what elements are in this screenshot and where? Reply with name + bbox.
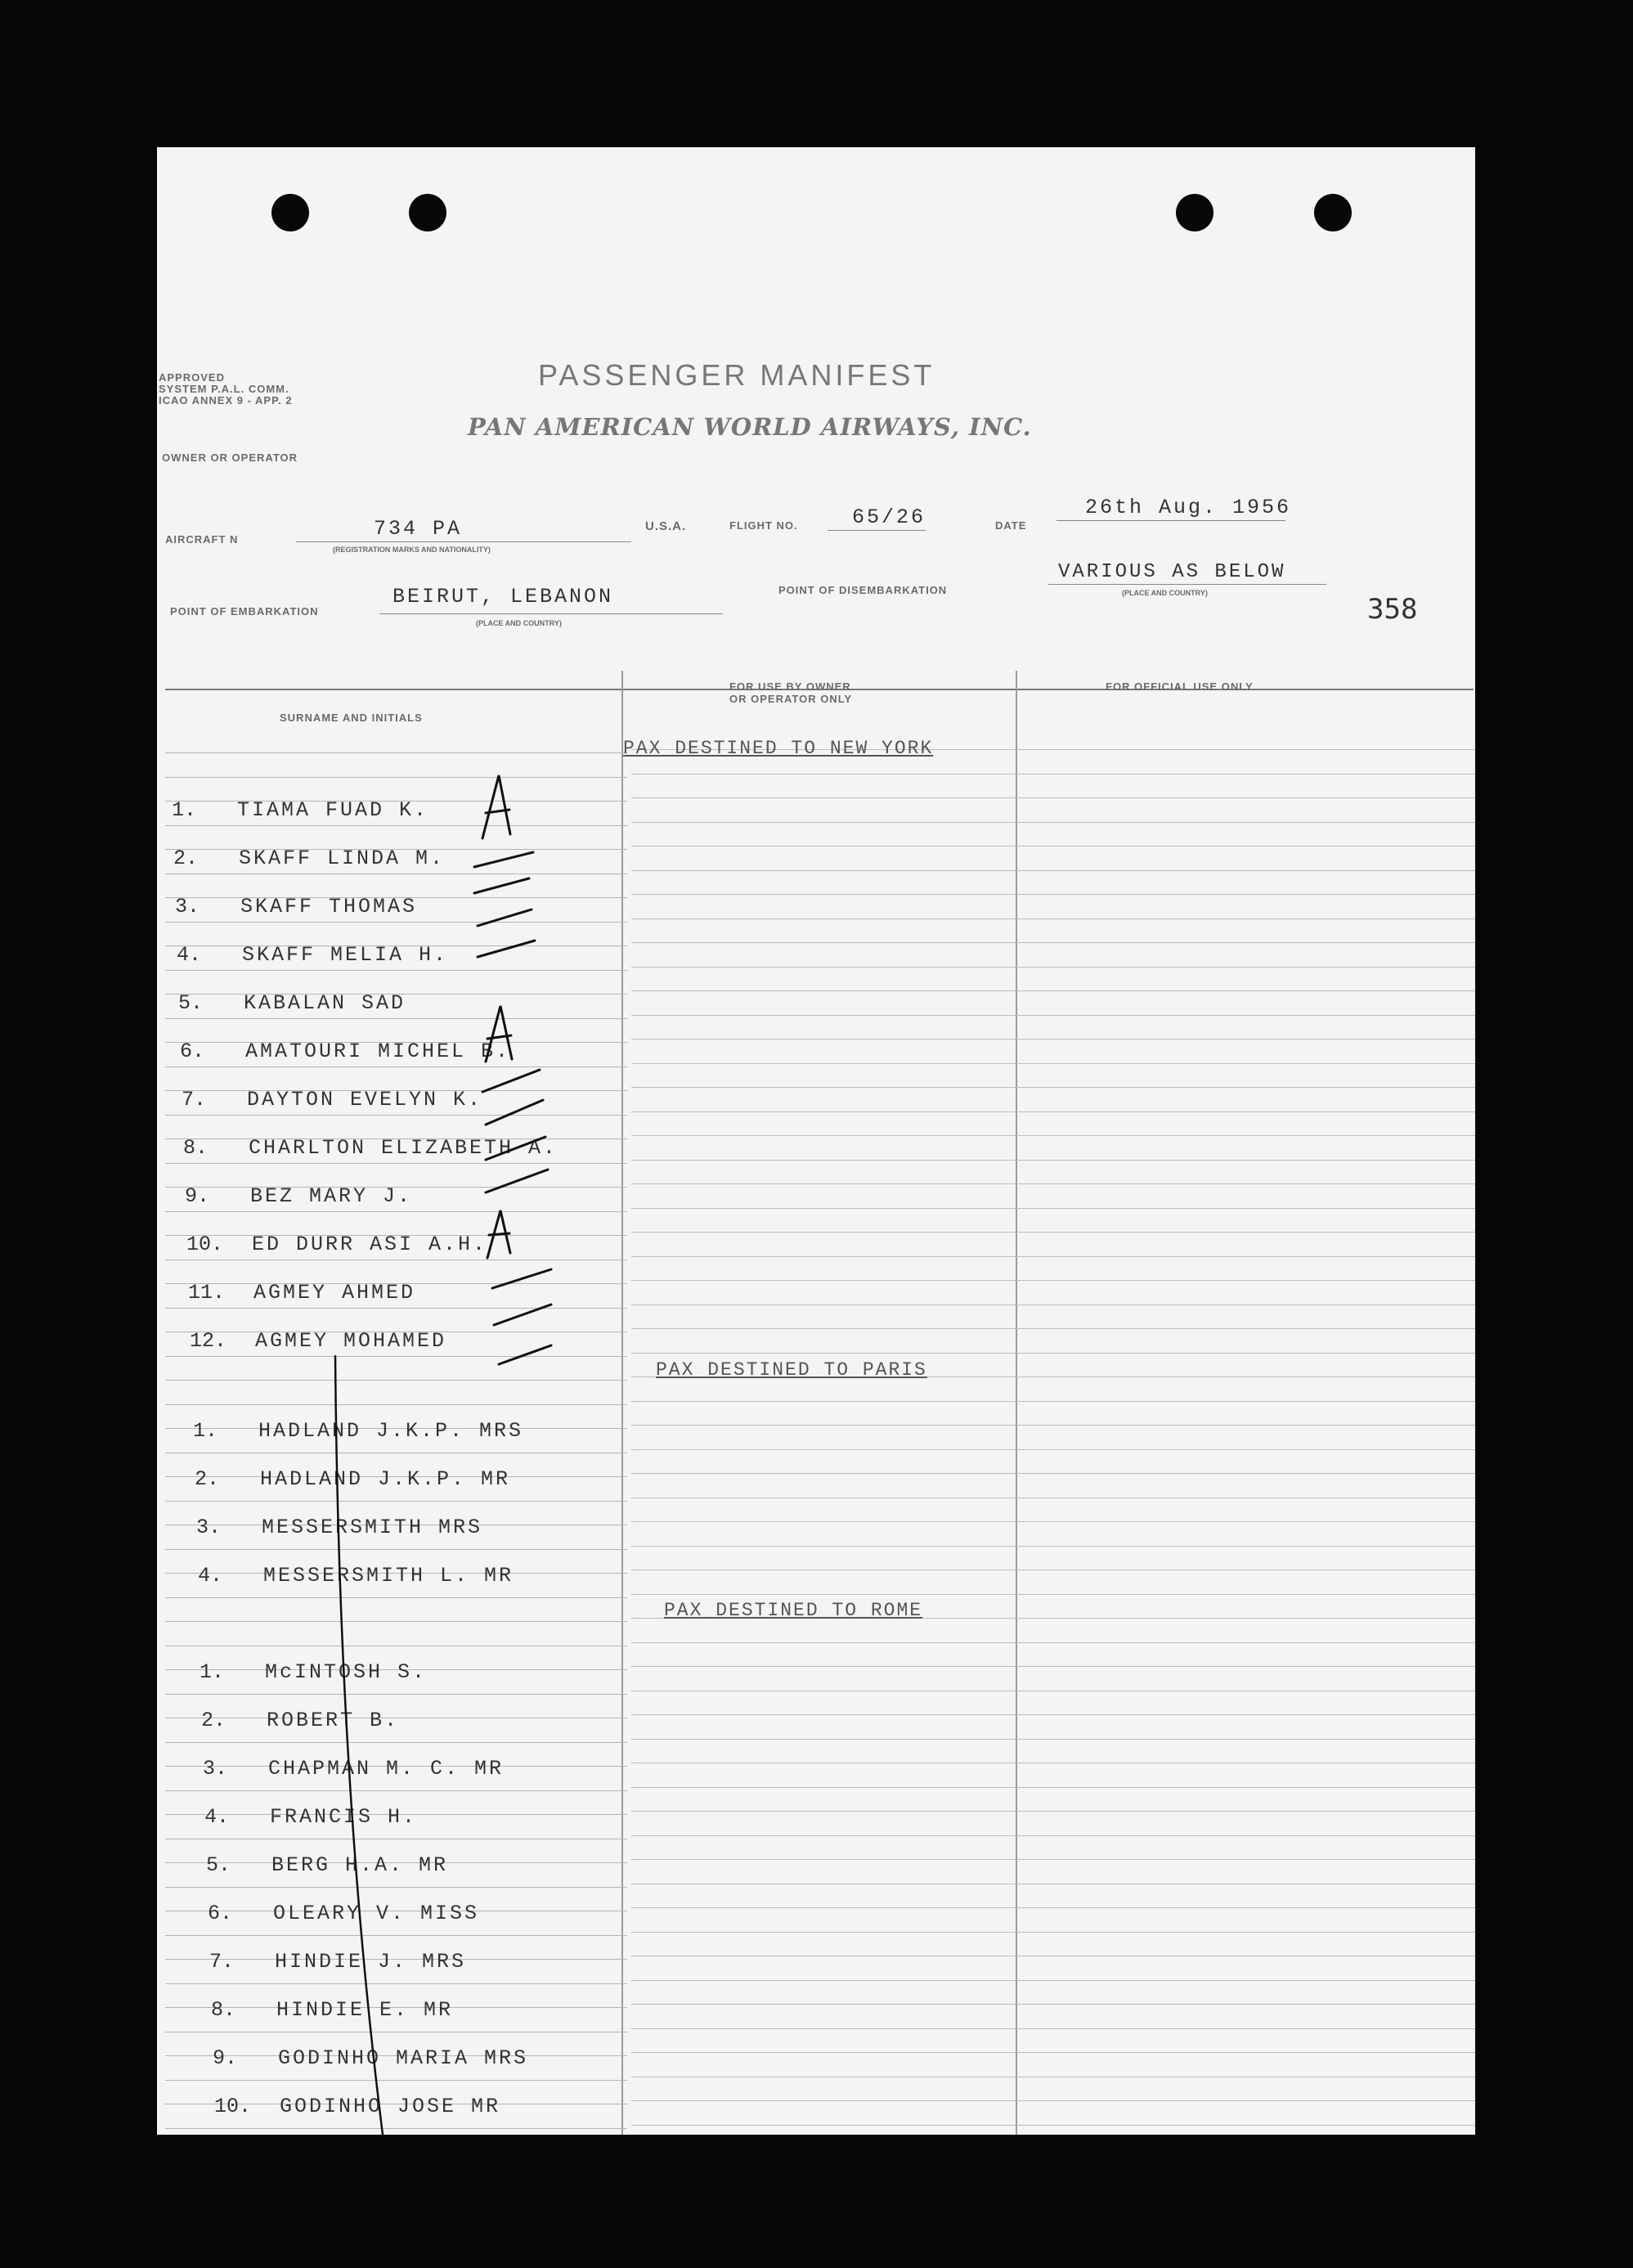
tick-mark [499,1345,551,1364]
ruled-line [631,870,1475,871]
ruled-line [631,2004,1475,2005]
operator-name: PAN AMERICAN WORLD AIRWAYS, INC. [468,413,1032,441]
underline [1057,520,1285,521]
passenger-number: 2. [195,1467,220,1491]
ruled-line [165,1115,627,1116]
col-official-header: FOR OFFICIAL USE ONLY [1106,680,1254,693]
passenger-name: TIAMA FUAD K. [237,798,429,822]
ruled-line [631,990,1475,991]
ruled-line [631,918,1475,919]
passenger-number: 2. [201,1709,227,1732]
passenger-number: 3. [175,895,200,918]
ruled-line [631,1039,1475,1040]
tick-mark [474,852,533,867]
ruled-line [165,1163,627,1164]
passenger-number: 1. [200,1660,225,1684]
tick-mark [486,1100,543,1125]
passenger-name: ED DURR ASI A.H. [252,1233,488,1256]
ruled-line [165,1694,627,1695]
ruled-line [631,1208,1475,1209]
ruled-line [631,1980,1475,1981]
passenger-number: 10. [214,2095,252,2118]
ruled-line [165,1935,627,1936]
passenger-name: AGMEY MOHAMED [255,1329,447,1353]
tick-mark [474,878,529,893]
ruled-line [631,1232,1475,1233]
ruled-line [631,1328,1475,1329]
flight-label: FLIGHT NO. [729,519,798,532]
passenger-number: 1. [193,1419,218,1443]
ruled-line [631,1256,1475,1257]
ruled-line [631,1546,1475,1547]
passenger-name: HINDIE J. MRS [275,1950,467,1974]
tick-mark [478,909,532,926]
ruled-line [165,2080,627,2081]
page-title: PASSENGER MANIFEST [538,358,935,392]
passenger-name: SKAFF LINDA M. [239,847,446,870]
passenger-name: ROBERT B. [267,1709,400,1732]
passenger-number: 8. [183,1136,209,1160]
passenger-number: 9. [185,1184,210,1208]
underline [828,530,926,531]
tick-mark [482,1070,540,1092]
disembarkation-label: POINT OF DISEMBARKATION [778,584,948,596]
passenger-number: 5. [206,1853,231,1877]
passenger-number: 3. [196,1516,222,1539]
passenger-name: CHARLTON ELIZABETH A. [249,1136,559,1160]
manifest-sheet [157,147,1475,2135]
ruled-line [631,774,1475,775]
ruled-line [165,1983,627,1984]
passenger-name: HADLAND J.K.P. MRS [258,1419,524,1443]
ruled-line [165,1018,627,1019]
punch-hole-icon [1314,194,1352,231]
passenger-name: SKAFF MELIA H. [242,943,449,967]
passenger-name: KABALAN SAD [244,991,406,1015]
ruled-line [631,1787,1475,1788]
passenger-number: 4. [198,1564,223,1588]
ruled-line [165,1356,627,1357]
underline [1048,584,1326,585]
passenger-number: 2. [173,847,199,870]
passenger-name: GODINHO MARIA MRS [278,2046,529,2070]
embarkation-value: BEIRUT, LEBANON [393,585,614,609]
passenger-number: 10. [186,1233,224,1256]
punch-hole-icon [1176,194,1214,231]
ruled-line [631,846,1475,847]
flight-value: 65/26 [852,505,926,529]
usa-label: U.S.A. [645,519,687,533]
punch-hole-icon [271,194,309,231]
ruled-line [631,1932,1475,1933]
col-owner-header: FOR USE BY OWNER [729,680,851,693]
ruled-line [631,1135,1475,1136]
ruled-line [631,822,1475,823]
ruled-line [165,1549,627,1550]
ruled-line [631,894,1475,895]
place-hint: (PLACE AND COUNTRY) [476,619,562,627]
passenger-name: MESSERSMITH MRS [262,1516,483,1539]
passenger-number: 6. [208,1902,233,1925]
ruled-line [165,1790,627,1791]
ruled-line [631,967,1475,968]
col-owner-header: OR OPERATOR ONLY [729,693,853,705]
passenger-name: SKAFF THOMAS [240,895,418,918]
registration-hint: (REGISTRATION MARKS AND NATIONALITY) [333,546,491,554]
ruled-line [631,2125,1475,2126]
passenger-name: OLEARY V. MISS [273,1902,480,1925]
ruled-line [631,1353,1475,1354]
ruled-line [631,1907,1475,1908]
ruled-line [631,1521,1475,1522]
ruled-line [631,2100,1475,2101]
passenger-number: 1. [172,798,197,822]
underline [296,541,631,542]
ruled-line [165,777,627,778]
disembarkation-value: VARIOUS AS BELOW [1058,561,1286,583]
passenger-number: 8. [211,1998,236,2022]
section-heading-rome: PAX DESTINED TO ROME [664,1600,923,1621]
ruled-line [165,1887,627,1888]
approval-line: APPROVED [159,371,225,384]
ruled-line [631,1811,1475,1812]
approval-line: SYSTEM P.A.L. COMM. [159,383,289,395]
ruled-line [631,1594,1475,1595]
ruled-line [631,1666,1475,1667]
passenger-number: 4. [177,943,202,967]
ruled-line [631,797,1475,798]
place-hint: (PLACE AND COUNTRY) [1122,589,1208,597]
passenger-name: McINTOSH S. [265,1660,428,1684]
ruled-line [631,1401,1475,1402]
ruled-line [165,1404,627,1405]
ruled-line [165,752,627,753]
aircraft-label: AIRCRAFT N [165,533,239,546]
page-number: 358 [1367,593,1418,626]
passenger-number: 6. [180,1040,205,1063]
passenger-name: HINDIE E. MR [276,1998,454,2022]
ruled-line [631,1183,1475,1184]
date-value: 26th Aug. 1956 [1085,496,1292,519]
ruled-line [165,1501,627,1502]
ruled-line [631,1714,1475,1715]
ruled-line [165,1380,627,1381]
ruled-line [631,1835,1475,1836]
passenger-number: 9. [213,2046,238,2070]
ruled-line [631,1449,1475,1450]
ruled-line [631,1160,1475,1161]
passenger-name: BEZ MARY J. [250,1184,413,1208]
tick-mark [486,1170,548,1192]
ruled-line [631,1087,1475,1088]
ruled-line [165,1621,627,1622]
ruled-line [165,1742,627,1743]
col-surname-header: SURNAME AND INITIALS [280,712,423,724]
passenger-name: GODINHO JOSE MR [280,2095,501,2118]
passenger-name: AGMEY AHMED [253,1281,416,1305]
passenger-name: MESSERSMITH L. MR [263,1564,514,1588]
ruled-line [165,1308,627,1309]
ruled-line [631,2052,1475,2053]
ruled-line [631,1642,1475,1643]
ruled-line [165,1211,627,1212]
passenger-name: CHAPMAN M. C. MR [268,1757,505,1781]
passenger-name: AMATOURI MICHEL B. [245,1040,511,1063]
passenger-number: 4. [204,1805,230,1829]
passenger-number: 12. [190,1329,227,1353]
passenger-number: 7. [209,1950,235,1974]
hand-a-mark [482,775,510,838]
passenger-name: BERG H.A. MR [271,1853,449,1877]
hand-a-mark [487,1210,510,1258]
ruled-line [631,1425,1475,1426]
ruled-line [165,922,627,923]
ruled-line [165,2128,627,2129]
ruled-line [631,1280,1475,1281]
underline [379,613,723,614]
column-divider [1016,671,1017,2135]
section-heading-new-york: PAX DESTINED TO NEW YORK [623,738,934,759]
ruled-line [631,1063,1475,1064]
section-heading-paris: PAX DESTINED TO PARIS [656,1359,927,1381]
date-label: DATE [995,519,1027,532]
passenger-name: FRANCIS H. [270,1805,418,1829]
passenger-number: 11. [188,1281,226,1305]
tick-mark [478,941,535,957]
ruled-line [631,2028,1475,2029]
aircraft-value: 734 PA [374,517,463,541]
ruled-line [165,970,627,971]
passenger-number: 5. [178,991,204,1015]
ruled-line [631,1739,1475,1740]
column-divider [621,671,623,2135]
passenger-number: 3. [203,1757,228,1781]
passenger-name: DAYTON EVELYN K. [247,1088,483,1112]
ruled-line [631,1015,1475,1016]
approval-line: ICAO ANNEX 9 - APP. 2 [159,394,293,406]
owner-label: OWNER OR OPERATOR [162,451,298,464]
ruled-line [631,1859,1475,1860]
passenger-name: HADLAND J.K.P. MR [260,1467,511,1491]
punch-hole-icon [409,194,446,231]
tick-mark [492,1269,551,1288]
ruled-line [631,942,1475,943]
ruled-line [165,1597,627,1598]
passenger-number: 7. [182,1088,207,1112]
ruled-line [631,1473,1475,1474]
embarkation-label: POINT OF EMBARKATION [170,605,319,618]
ruled-line [165,825,627,826]
